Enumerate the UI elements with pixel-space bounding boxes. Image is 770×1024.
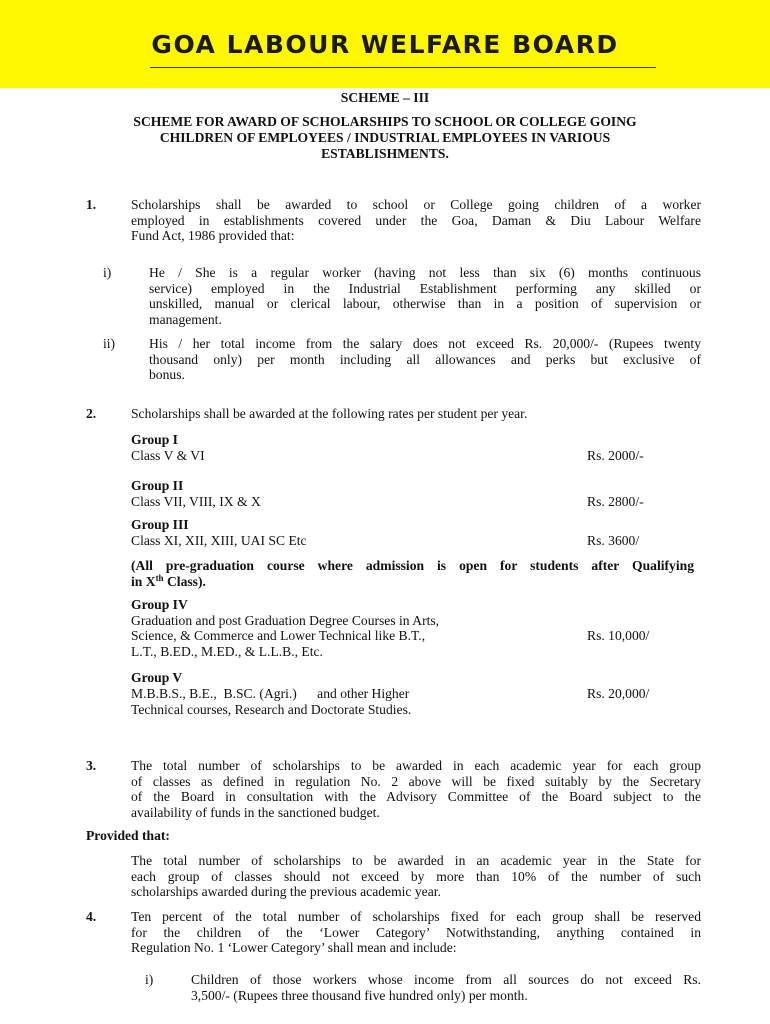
sub-clause-number: i): [103, 265, 112, 280]
group-classes: Class V & VI: [131, 448, 205, 463]
scheme-title-line: CHILDREN OF EMPLOYEES / INDUSTRIAL EMPLOYEES IN VARIOUS: [159, 130, 611, 145]
group-classes: Graduation and post Graduation Degree Courses in Arts,: [131, 613, 440, 628]
clause-number: 4.: [86, 909, 97, 924]
group-classes: L.T., B.ED., M.ED., & L.L.B., Etc.: [131, 644, 323, 659]
clause-2-intro: Scholarships shall be awarded at the following rates per student per year.: [131, 406, 528, 421]
group-name: Group I: [131, 432, 178, 447]
clause-4-text: [131, 909, 701, 956]
group-rate: Rs. 10,000/: [587, 628, 650, 643]
clause-number: 1.: [86, 197, 97, 212]
header-banner: [0, 0, 770, 88]
note-superscript: th: [155, 572, 164, 583]
sub-clause-text: [149, 265, 701, 328]
clause-number: 2.: [86, 406, 97, 421]
sub-clause-number: ii): [103, 336, 116, 351]
pre-graduation-note: [131, 558, 694, 589]
scheme-number: SCHEME – III: [340, 90, 430, 105]
text-line: thousand only) per month including all allowances and perks but exclusive of: [149, 351, 701, 367]
text-line: employed in establishments covered under the Goa, Daman & Diu Labour Welfare: [131, 212, 701, 228]
text-line: [131, 574, 694, 590]
text-line: availability of funds in the sanctioned budget.: [131, 805, 380, 821]
proviso-heading: Provided that:: [86, 828, 170, 843]
group-classes: Class VII, VIII, IX & X: [131, 494, 261, 509]
group-rate: Rs. 2000/-: [587, 448, 644, 463]
group-rate: Rs. 20,000/: [587, 686, 650, 701]
text-line: Fund Act, 1986 provided that:: [131, 228, 295, 244]
text-line: bonus.: [149, 367, 185, 383]
text-line: Ten percent of the total number of scholarships fixed for each group shall be reserved: [131, 909, 701, 924]
text-line: management.: [149, 312, 222, 328]
group-name: Group III: [131, 517, 189, 532]
sub-clause-text: [191, 972, 701, 1003]
group-rate: Rs. 3600/: [587, 533, 640, 548]
text-line: unskilled, manual or clerical labour, otherwise than in a position of supervision or: [149, 296, 701, 312]
text-line: of classes as defined in regulation No. 2 above will be fixed suitably by the Secretary: [131, 773, 701, 789]
text-line: Children of those workers whose income from all sources do not exceed Rs.: [191, 972, 701, 987]
sub-clause-number: i): [145, 972, 154, 987]
group-name: Group II: [131, 478, 184, 493]
scheme-title-line: ESTABLISHMENTS.: [321, 146, 449, 161]
clause-3-text: [131, 758, 701, 821]
text-line: scholarships awarded during the previous academic year.: [131, 884, 441, 900]
scheme-title-line: SCHEME FOR AWARD OF SCHOLARSHIPS TO SCHOOL OR COLLEGE GOING: [133, 114, 637, 129]
title-underline: [150, 67, 656, 68]
note-text: Class).: [163, 573, 206, 589]
group-classes: Science, & Commerce and Lower Technical like B.T.,: [131, 628, 426, 643]
text-line: Scholarships shall be awarded to school or College going children of a worker: [131, 197, 701, 212]
page-title: GOA LABOUR WELFARE BOARD: [151, 30, 619, 59]
note-text: in X: [131, 573, 156, 589]
text-line: The total number of scholarships to be awarded in an academic year in the State for: [131, 853, 701, 868]
sub-clause-text: [149, 336, 701, 383]
text-line: Regulation No. 1 ‘Lower Category’ shall mean and include:: [131, 940, 457, 956]
text-line: each group of classes should not exceed by more than 10% of the number of such: [131, 868, 701, 884]
group-name: Group IV: [131, 597, 188, 612]
clause-1-text: [131, 197, 701, 244]
group-rate: Rs. 2800/-: [587, 494, 644, 509]
text-line: service) employed in the Industrial Establishment performing any skilled or: [149, 280, 701, 296]
text-line: His / her total income from the salary does not exceed Rs. 20,000/- (Rupees twenty: [149, 336, 701, 351]
group-name: Group V: [131, 670, 183, 685]
proviso-text: [131, 853, 701, 900]
group-classes: Technical courses, Research and Doctorate Studies.: [131, 702, 412, 717]
text-line: (All pre-graduation course where admission is open for students after Qualifying: [131, 558, 694, 573]
text-line: of the Board in consultation with the Advisory Committee of the Board subject to the: [131, 789, 701, 805]
text-line: He / She is a regular worker (having not less than six (6) months continuous: [149, 265, 701, 280]
text-line: The total number of scholarships to be awarded in each academic year for each group: [131, 758, 701, 773]
group-classes: Class XI, XII, XIII, UAI SC Etc: [131, 533, 307, 548]
clause-number: 3.: [86, 758, 97, 773]
group-classes: M.B.B.S., B.E., B.SC. (Agri.) and other Higher: [131, 686, 410, 701]
text-line: for the children of the ‘Lower Category’ Notwithstanding, anything contained in: [131, 924, 701, 940]
text-line: 3,500/- (Rupees three thousand five hundred only) per month.: [191, 987, 528, 1003]
